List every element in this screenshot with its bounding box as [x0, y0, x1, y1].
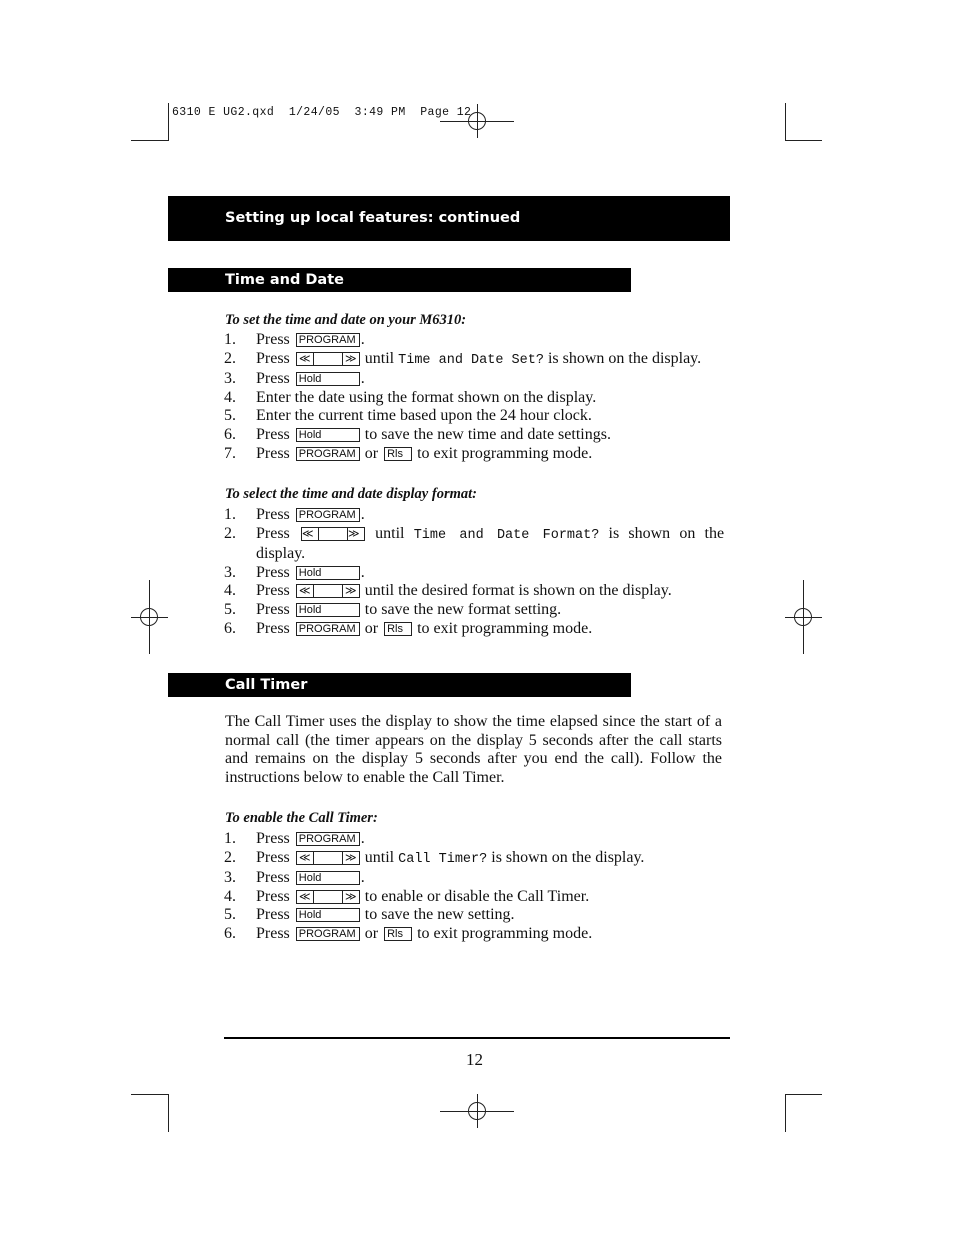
crop-mark [785, 1094, 822, 1095]
chevron-left-icon: ≪ [299, 584, 311, 598]
hold-key: Hold [296, 372, 360, 386]
hold-key: Hold [296, 603, 360, 617]
navigation-key [296, 584, 360, 598]
crop-mark [785, 140, 822, 141]
steps-display-format [224, 506, 724, 638]
section-bar-call-timer [168, 673, 631, 697]
chevron-right-icon: ≫ [345, 850, 357, 864]
list-item: 4. Enter the date using the format shown on the display. [224, 388, 597, 406]
list-item: 2. Press ≪ ≫ until Call Timer? is shown on the display. [224, 848, 645, 867]
hold-key: Hold [296, 428, 360, 442]
list-item: 7. Press PROGRAM or Rls to exit programming mode. [224, 444, 593, 462]
navigation-key [296, 890, 360, 904]
list-item: 3. Press Hold . [224, 869, 365, 887]
registration-mark [794, 608, 812, 626]
chevron-right-icon: ≫ [345, 351, 357, 365]
list-item: 3. Press Hold . [224, 563, 365, 581]
display-text: Time and Date Format? [413, 527, 600, 543]
registration-mark [140, 608, 158, 626]
subheading-set-time-date: To set the time and date on your M6310: [225, 312, 467, 328]
program-key: PROGRAM [296, 927, 360, 941]
rls-key: Rls [384, 447, 412, 461]
section-title: Call Timer [225, 677, 308, 693]
list-item: 2. Press ≪ ≫ until Time and Date Set? is shown on the display. [224, 349, 702, 368]
crop-mark [131, 1094, 168, 1095]
list-item: 6. Press PROGRAM or Rls to exit programming mode. [224, 924, 593, 942]
footer-rule [224, 1037, 730, 1039]
program-key: PROGRAM [296, 508, 360, 522]
list-item: 6. Press PROGRAM or Rls to exit programming mode. [224, 619, 593, 637]
list-item: 5. Press Hold to save the new setting. [224, 906, 515, 924]
display-text: Call Timer? [398, 851, 488, 867]
program-key: PROGRAM [296, 622, 360, 636]
crop-mark [785, 103, 786, 141]
page-header-title: Setting up local features: continued [225, 210, 521, 226]
navigation-key [296, 851, 360, 865]
crop-mark [168, 1094, 169, 1132]
crop-mark [168, 103, 169, 141]
navigation-key [296, 352, 360, 366]
list-item: 3. Press Hold . [224, 370, 365, 388]
list-item: 6. Press Hold to save the new time and date settings. [224, 425, 611, 443]
section-title: Time and Date [225, 272, 344, 288]
page-header-bar [168, 196, 730, 241]
list-item: 1. Press PROGRAM . [224, 331, 365, 348]
chevron-left-icon: ≪ [299, 889, 311, 903]
chevron-left-icon: ≪ [301, 526, 314, 540]
navigation-key [301, 527, 365, 541]
subheading-enable-call-timer: To enable the Call Timer: [225, 810, 378, 826]
crop-mark [131, 140, 168, 141]
list-item: 4. Press ≪ ≫ to enable or disable the Call Timer. [224, 887, 590, 905]
steps-set-time-date [224, 331, 724, 463]
list-item: 5. Enter the current time based upon the 24 hour clock. [224, 407, 592, 425]
hold-key: Hold [296, 871, 360, 885]
chevron-right-icon: ≫ [345, 889, 357, 903]
list-item: 1. Press PROGRAM . [224, 830, 365, 847]
steps-enable-call-timer [224, 830, 724, 944]
program-key: PROGRAM [296, 832, 360, 846]
subheading-display-format: To select the time and date display format: [225, 486, 477, 502]
rls-key: Rls [384, 927, 412, 941]
chevron-right-icon: ≫ [345, 584, 357, 598]
crop-mark [785, 1094, 786, 1132]
chevron-right-icon: ≫ [347, 526, 360, 540]
display-text: Time and Date Set? [398, 352, 544, 368]
program-key: PROGRAM [296, 447, 360, 461]
registration-mark [468, 1102, 486, 1120]
rls-key: Rls [384, 622, 412, 636]
section-bar-time-and-date [168, 268, 631, 292]
chevron-left-icon: ≪ [299, 351, 311, 365]
list-item: 1. Press PROGRAM . [224, 506, 365, 523]
file-slug: 6310 E UG2.qxd 1/24/05 3:49 PM Page 12 [172, 106, 472, 119]
hold-key: Hold [296, 566, 360, 580]
list-item: 2. Press ≪ ≫ until Time and Date Format? is shown on the display. [224, 524, 725, 563]
program-key: PROGRAM [296, 333, 360, 347]
list-item: 4. Press ≪ ≫ until the desired format is shown on the display. [224, 582, 672, 600]
list-item: 5. Press Hold to save the new format setting. [224, 600, 562, 618]
hold-key: Hold [296, 908, 360, 922]
call-timer-description: The Call Timer uses the display to show the time elapsed since the start of a normal call (the timer appears on the display 5 seconds after the call starts and remains on the display 5 seconds after you end the call). Follow the instructions below to enable the Call Timer. [225, 713, 722, 786]
page-number: 12 [466, 1050, 483, 1069]
chevron-left-icon: ≪ [299, 850, 311, 864]
